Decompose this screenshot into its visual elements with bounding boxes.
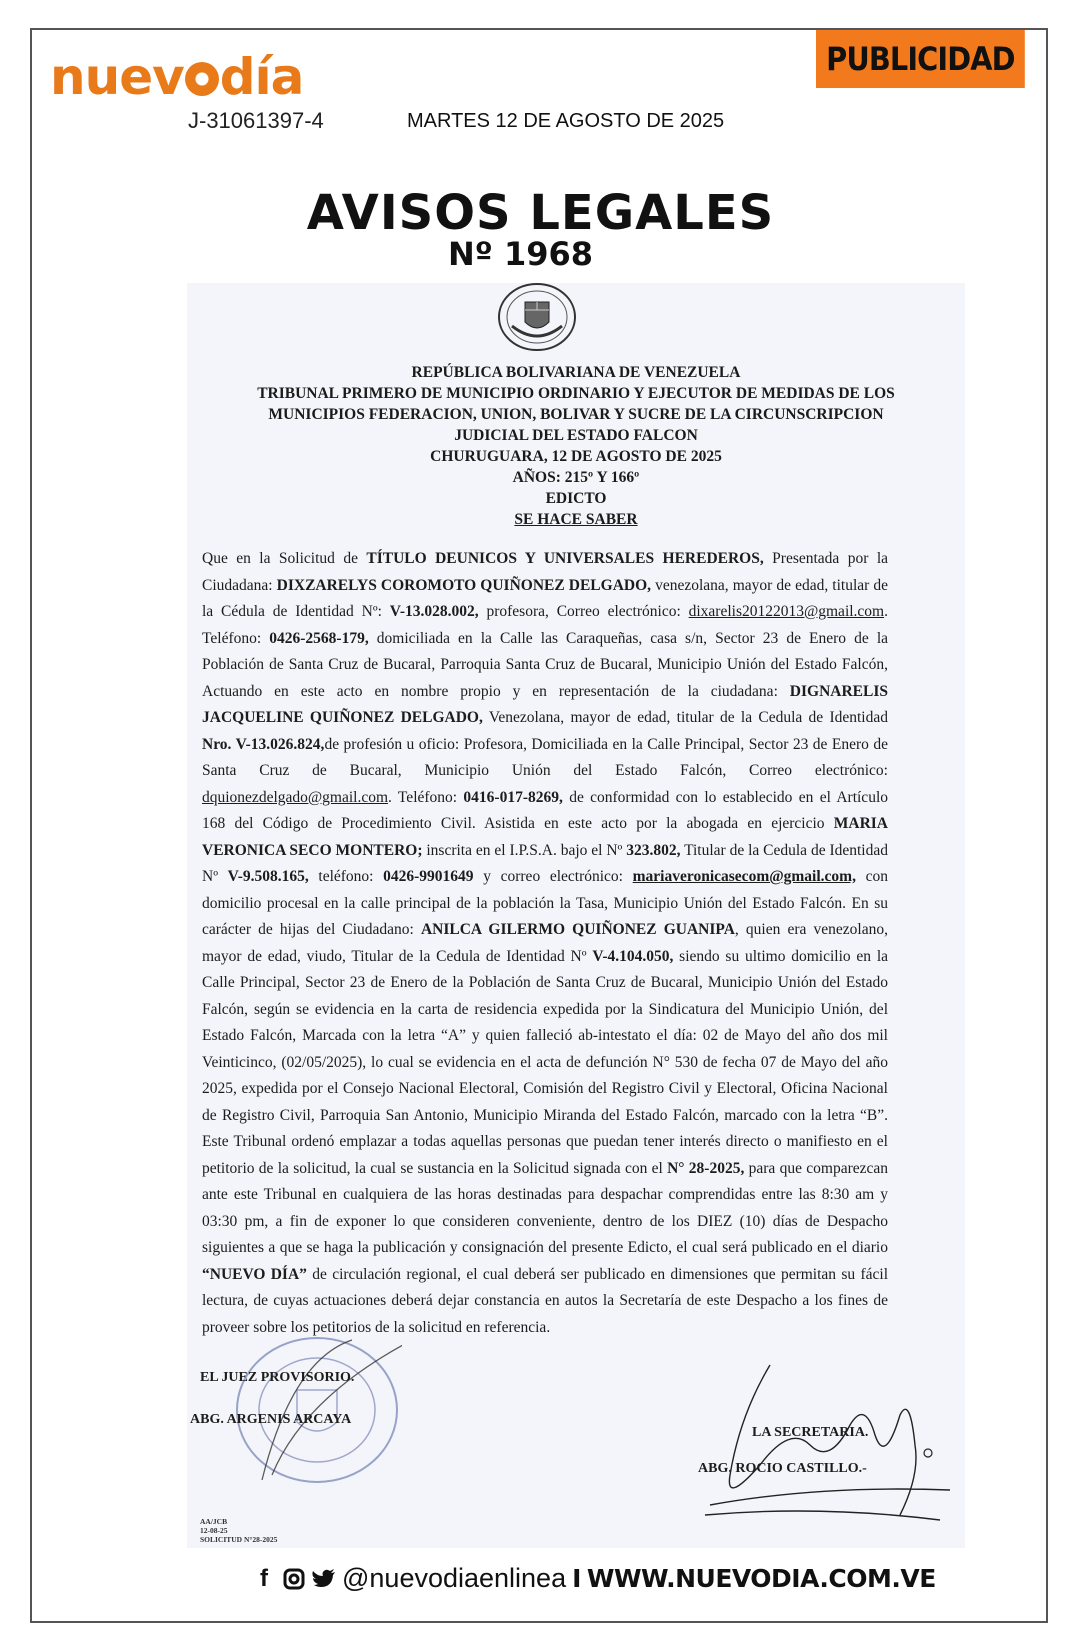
- newspaper-name: “NUEVO DÍA”: [202, 1265, 307, 1283]
- secretary-name: ABG. ROCIO CASTILLO.-: [698, 1461, 867, 1476]
- body-text: de conformidad con lo establecido en el Artículo 168 del Código de Procedimiento Civil. Asistida en este acto por la abogada en ejercicio: [202, 788, 888, 832]
- edict-header: [187, 362, 965, 530]
- website-link[interactable]: WWW.NUEVODIA.COM.VE: [586, 1564, 936, 1593]
- nuevodia-logo: [50, 48, 304, 106]
- body-text: teléfono:: [308, 868, 384, 885]
- publicidad-badge: PUBLICIDAD: [816, 30, 1025, 88]
- reference-initials: AA/JCB: [200, 1517, 228, 1526]
- secretary-title: LA SECRETARIA.: [752, 1425, 869, 1440]
- logo-text-3: ía: [254, 48, 304, 106]
- logo-text-2: d: [219, 48, 255, 106]
- judge-title: EL JUEZ PROVISORIO.: [200, 1370, 355, 1385]
- header-line-years: AÑOS: 215º Y 166º: [512, 469, 640, 486]
- lawyer-phone: 0426-9901649: [383, 868, 474, 885]
- reference-block: [200, 1517, 277, 1544]
- body-text: . Teléfono:: [388, 788, 464, 806]
- header-line-municipios: MUNICIPIOS FEDERACION, UNION, BOLIVAR Y SUCRE DE LA CIRCUNSCRIPCION: [268, 406, 884, 423]
- body-text: Titular de la Cedula de Identidad Nº: [202, 841, 888, 885]
- header-line-tribunal: TRIBUNAL PRIMERO DE MUNICIPIO ORDINARIO Y EJECUTOR DE MEDIDAS DE LOS: [257, 385, 895, 402]
- instagram-icon[interactable]: [282, 1567, 306, 1591]
- social-handle[interactable]: @nuevodiaenlinea: [342, 1563, 567, 1593]
- header-line-se-hace-saber: SE HACE SABER: [514, 511, 638, 528]
- body-text: de profesión u oficio: Profesora, Domiciliada en la Calle Principal, Sector 23 de Enero de Santa Cruz de Bucaral, Municipio Unión del Estado Falcón, Correo electrónico:: [202, 735, 888, 779]
- reference-case: SOLICITUD N°28-2025: [200, 1535, 278, 1544]
- lawyer-email-link[interactable]: mariaveronicasecom@gmail.com,: [632, 868, 856, 885]
- body-text: para que comparezcan ante este Tribunal en cualquiera de las horas destinadas para despachar comprendidas entre las 8:30 am y 03:30 pm, a fin de exponer lo que consideren conveniente, dentro de los DIEZ (10) días de Despacho siguientes a que se haga la publicación y consignación del presente Edicto, el cual será publicado en el diario: [202, 1159, 889, 1256]
- twitter-icon[interactable]: [312, 1567, 336, 1591]
- reference-date: 12-08-25: [200, 1526, 228, 1535]
- body-text: , quien era venezolano, mayor de edad, viudo, Titular de la Cedula de Identidad Nº: [202, 921, 888, 965]
- body-text: Venezolana, mayor de edad, titular de la Cedula de Identidad: [482, 709, 888, 726]
- logo-text-1: nuev: [50, 48, 184, 106]
- facebook-icon[interactable]: f: [260, 1564, 268, 1592]
- rif-number: J-31061397-4: [188, 108, 324, 133]
- body-text: con domicilio procesal en la calle principal de la población la Tasa, Municipio Unión del Estado Falcón. En su carácter de hijas del Ciudadano:: [202, 868, 888, 938]
- lawyer-name: MARIA VERONICA SECO MONTERO;: [202, 815, 888, 859]
- applicant-id: V-13.028.002,: [389, 603, 479, 620]
- body-text: siendo su ultimo domicilio en la Calle Principal, Sector 23 de Enero de la Población de Santa Cruz de Bucaral, Municipio Unión del Estado Falcón, según se evidencia en la carta de residencia expedida por la Sindicatura del Municipio Unión, del Estado Falcón, Marcada con la letra “A” y quien falleció ab-intestato el día: 02 de Mayo del año dos mil Veinticinco, (02/05/2025), lo cual se evidencia en el acta de defunción N° 530 de fecha 07 de Mayo del año 2025, expedida por el Consejo Nacional Electoral, Comisión del Registro Civil y Electoral, Oficina Nacional de Registro Civil, Parroquia San Antonio, Municipio Miranda del Estado Falcón, marcado con la letra “B”. Este Tribunal ordenó emplazar a todas aquellas personas que puedan tener interés directo o manifiesto en el petitorio de la solicitud, la cual se sustancia en la Solicitud signada con el: [202, 947, 889, 1177]
- footer-bar: [252, 1563, 936, 1594]
- applicant-name: DIXZARELYS COROMOTO QUIÑONEZ DELGADO,: [276, 576, 652, 594]
- body-text: Que en la Solicitud de: [202, 550, 367, 567]
- case-number: N° 28-2025,: [667, 1159, 745, 1177]
- body-text: inscrita en el I.P.S.A. bajo el Nº: [422, 841, 627, 859]
- footer-separator: I: [572, 1564, 581, 1593]
- header-line-judicial: JUDICIAL DEL ESTADO FALCON: [454, 427, 698, 444]
- header-line-republic: REPÚBLICA BOLIVARIANA DE VENEZUELA: [411, 364, 741, 381]
- section-title: AVISOS LEGALES: [306, 185, 775, 241]
- body-text: profesora, Correo electrónico:: [478, 603, 689, 620]
- represented-email-link[interactable]: dquionezdelgado@gmail.com: [202, 788, 389, 806]
- represented-phone: 0416-017-8269,: [463, 788, 563, 806]
- judge-name: ABG. ARGENIS ARCAYA: [190, 1412, 352, 1427]
- header-line-place-date: CHURUGUARA, 12 DE AGOSTO DE 2025: [430, 448, 722, 465]
- edict-body: [202, 546, 888, 1341]
- body-text: domiciliada en la Calle las Caraqueñas, casa s/n, Sector 23 de Enero de la Población de Santa Cruz de Bucaral, Parroquia Santa Cruz de Bucaral, Municipio Unión del Estado Falcón, Actuando en este acto en nombre propio y en representación de la ciudadana:: [202, 629, 889, 700]
- applicant-email-link[interactable]: dixarelis20122013@gmail.com: [688, 603, 885, 620]
- body-bold: TÍTULO DEUNICOS Y UNIVERSALES HEREDEROS,: [366, 550, 764, 567]
- coat-of-arms-icon: [496, 282, 578, 352]
- lawyer-ipsa: 323.802,: [626, 841, 681, 859]
- lawyer-id: V-9.508.165,: [227, 868, 309, 885]
- secretary-signature: [700, 1355, 960, 1540]
- deceased-name: ANILCA GILERMO QUIÑONEZ GUANIPA: [420, 921, 735, 938]
- body-text: de circulación regional, el cual deberá ser publicado en dimensiones que permitan su fácil lectura, de cuyas actuaciones deberá dejar constancia en autos la Secretaría de este Despacho a los fines de proveer sobre los petitorios de la solicitud en referencia.: [202, 1265, 888, 1336]
- applicant-phone: 0426-2568-179,: [269, 629, 369, 647]
- issue-number: Nº 1968: [448, 235, 594, 273]
- publication-date: MARTES 12 DE AGOSTO DE 2025: [407, 110, 725, 132]
- header-line-edicto: EDICTO: [545, 490, 607, 507]
- court-stamp-icon: [232, 1330, 402, 1490]
- body-text: . Teléfono:: [202, 603, 888, 647]
- represented-id: Nro. V-13.026.824,: [202, 735, 325, 753]
- represented-name: DIGNARELIS JACQUELINE QUIÑONEZ DELGADO,: [202, 682, 888, 726]
- deceased-id: V-4.104.050,: [592, 947, 674, 965]
- body-text: venezolana, mayor de edad, titular de la Cédula de Identidad Nº:: [202, 576, 888, 620]
- body-text: Presentada por la Ciudadana:: [202, 550, 889, 594]
- body-text: y correo electrónico:: [473, 868, 633, 885]
- sun-icon: [185, 62, 219, 96]
